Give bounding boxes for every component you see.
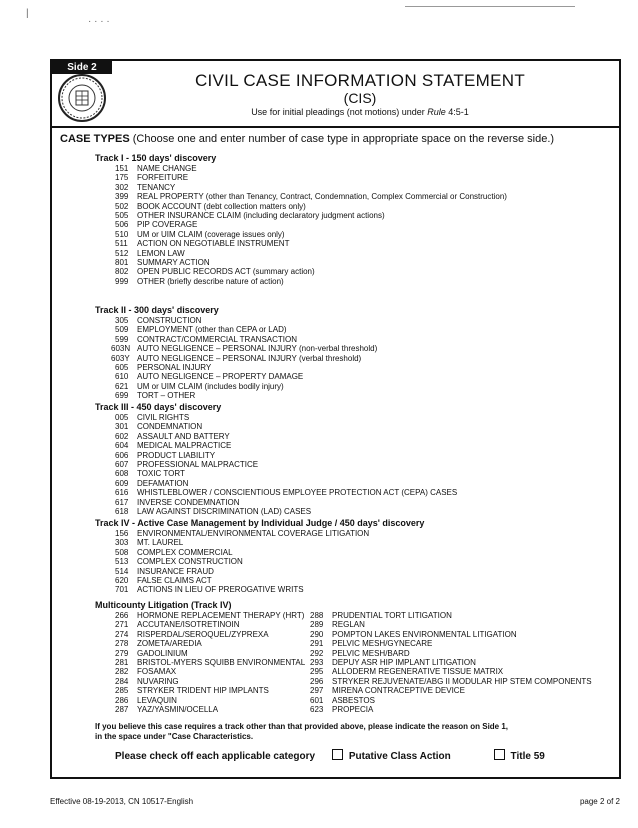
case-type-item xyxy=(115,249,507,258)
case-type-description: PROPECIA xyxy=(332,705,374,715)
case-type-description: ENVIRONMENTAL/ENVIRONMENTAL COVERAGE LITIGATION xyxy=(137,529,370,538)
case-type-description: ASSAULT AND BATTERY xyxy=(137,431,230,441)
multicounty-item xyxy=(115,696,305,705)
case-type-item xyxy=(115,469,457,478)
case-type-item xyxy=(115,557,369,566)
case-type-description: MIRENA CONTRACEPTIVE DEVICE xyxy=(332,686,465,696)
case-type-code: 601 xyxy=(310,695,324,705)
putative-class-checkbox[interactable] xyxy=(332,749,343,760)
case-type-code: 603N xyxy=(111,344,131,354)
case-type-description: ASBESTOS xyxy=(332,695,375,705)
case-type-description: PERSONAL INJURY xyxy=(137,363,212,373)
case-type-description: LAW AGAINST DISCRIMINATION (LAD) CASES xyxy=(137,507,312,517)
multicounty-item xyxy=(115,639,305,648)
case-type-description: TORT – OTHER xyxy=(137,391,196,401)
case-type-item xyxy=(115,507,457,516)
case-type-description: STRYKER REJUVENATE/ABG II MODULAR HIP STEM COMPONENTS xyxy=(332,676,592,686)
case-type-description: INSURANCE FRAUD xyxy=(137,566,214,576)
case-type-item xyxy=(115,258,507,267)
multicounty-item xyxy=(310,620,592,629)
scan-mark: · · · · xyxy=(88,16,110,27)
title-59-checkbox[interactable] xyxy=(494,749,505,760)
case-type-code: 607 xyxy=(115,460,129,470)
multicounty-item xyxy=(115,630,305,639)
scan-mark: | xyxy=(26,8,29,19)
case-type-description: UM or UIM CLAIM (includes bodily injury) xyxy=(137,381,284,391)
case-type-code: 282 xyxy=(115,667,129,677)
case-type-description: PELVIC MESH/GYNECARE xyxy=(332,639,433,649)
multicounty-item xyxy=(115,620,305,629)
case-type-item xyxy=(115,422,457,431)
case-type-item xyxy=(115,239,507,248)
case-type-code: 514 xyxy=(115,566,129,576)
case-type-description: ACCUTANE/ISOTRETINOIN xyxy=(137,620,240,630)
case-type-code: 604 xyxy=(115,441,129,451)
case-type-code: 802 xyxy=(115,267,129,277)
multicounty-item xyxy=(115,705,305,714)
reason-note: If you believe this case requires a track other than that provided above, please indicate the reason on Side 1, in the space under "Case Characteristics. xyxy=(95,722,509,741)
case-type-code: 175 xyxy=(115,173,129,183)
case-type-code: 296 xyxy=(310,676,324,686)
case-type-description: PIP COVERAGE xyxy=(137,220,198,230)
side-tab: Side 2 xyxy=(52,61,112,74)
case-type-code: 513 xyxy=(115,557,129,567)
case-type-item xyxy=(115,335,377,344)
case-type-code: 512 xyxy=(115,248,129,258)
case-type-item xyxy=(115,498,457,507)
case-type-description: OTHER (briefly describe nature of action) xyxy=(137,276,284,286)
case-type-item xyxy=(115,548,369,557)
case-type-item xyxy=(115,529,369,538)
scan-line xyxy=(405,6,575,7)
case-type-description: ALLODERM REGENERATIVE TISSUE MATRIX xyxy=(332,667,504,677)
case-type-code: 508 xyxy=(115,547,129,557)
case-type-description: AUTO NEGLIGENCE – PERSONAL INJURY (verbal threshold) xyxy=(137,353,362,363)
case-type-item xyxy=(115,413,457,422)
case-type-item xyxy=(115,488,457,497)
case-type-description: CONSTRUCTION xyxy=(137,316,202,325)
checkoff-row xyxy=(115,749,545,762)
case-type-code: 623 xyxy=(310,705,324,715)
checkoff-label: Please check off each applicable category xyxy=(115,751,316,762)
multicounty-item xyxy=(310,630,592,639)
case-type-description: PRUDENTIAL TORT LITIGATION xyxy=(332,611,452,620)
case-type-item xyxy=(115,164,507,173)
case-type-item xyxy=(115,576,369,585)
divider xyxy=(52,126,619,128)
case-type-code: 287 xyxy=(115,705,129,715)
case-type-item xyxy=(111,344,378,354)
multicounty-left-list xyxy=(115,611,305,714)
case-type-code: 271 xyxy=(115,620,129,630)
case-type-code: 608 xyxy=(115,469,129,479)
case-type-item xyxy=(115,267,507,276)
multicounty-item xyxy=(115,667,305,676)
track-item-list xyxy=(115,413,457,516)
case-type-description: GADOLINIUM xyxy=(137,648,188,658)
case-type-description: LEMON LAW xyxy=(137,248,185,258)
case-type-code: 274 xyxy=(115,629,129,639)
case-type-item xyxy=(115,316,377,325)
case-type-item xyxy=(111,353,377,363)
case-type-description: RISPERDAL/SEROQUEL/ZYPREXA xyxy=(137,629,269,639)
case-type-code: 303 xyxy=(115,538,129,548)
multicounty-item xyxy=(115,611,305,620)
case-type-code: 510 xyxy=(115,229,129,239)
court-seal-icon xyxy=(58,74,106,122)
multicounty-item xyxy=(310,658,592,667)
case-type-description: ZOMETA/AREDIA xyxy=(137,639,202,649)
case-type-code: 620 xyxy=(115,576,129,586)
case-type-description: CONTRACT/COMMERCIAL TRANSACTION xyxy=(137,334,298,344)
case-type-code: 302 xyxy=(115,182,129,192)
case-types-heading: CASE TYPES (Choose one and enter number of case type in appropriate space on the reverse side.) xyxy=(60,133,555,145)
case-type-description: REAL PROPERTY (other than Tenancy, Contract, Condemnation, Complex Commercial or Construction) xyxy=(137,192,507,202)
case-type-description: BRISTOL-MYERS SQUIBB ENVIRONMENTAL xyxy=(137,658,306,668)
case-type-code: 699 xyxy=(115,391,129,401)
case-type-code: 506 xyxy=(115,220,129,230)
case-type-description: PELVIC MESH/BARD xyxy=(332,648,410,658)
case-type-code: 602 xyxy=(115,431,129,441)
case-type-code: 284 xyxy=(115,676,129,686)
case-type-description: OPEN PUBLIC RECORDS ACT (summary action) xyxy=(137,267,315,277)
case-type-description: WHISTLEBLOWER / CONSCIENTIOUS EMPLOYEE PROTECTION ACT (CEPA) CASES xyxy=(137,488,458,498)
case-type-description: MEDICAL MALPRACTICE xyxy=(137,441,232,451)
case-type-description: DEFAMATION xyxy=(137,478,189,488)
multicounty-heading: Multicounty Litigation (Track IV) xyxy=(95,600,232,610)
case-type-item xyxy=(115,325,377,334)
case-type-description: YAZ/YASMIN/OCELLA xyxy=(137,705,219,715)
case-type-code: 502 xyxy=(115,201,129,211)
case-type-code: 301 xyxy=(115,422,129,432)
case-type-code: 297 xyxy=(310,686,324,696)
case-type-code: 266 xyxy=(115,611,129,620)
case-type-item xyxy=(115,479,457,488)
case-type-item xyxy=(115,372,377,381)
case-type-code: 618 xyxy=(115,507,129,517)
case-type-item xyxy=(115,183,507,192)
case-type-description: STRYKER TRIDENT HIP IMPLANTS xyxy=(137,686,269,696)
case-type-code: 509 xyxy=(115,325,129,335)
case-type-description: COMPLEX CONSTRUCTION xyxy=(137,557,243,567)
multicounty-item xyxy=(115,686,305,695)
multicounty-right-list xyxy=(310,611,592,714)
multicounty-item xyxy=(115,649,305,658)
multicounty-item xyxy=(115,658,305,667)
case-type-description: COMPLEX COMMERCIAL xyxy=(137,547,233,557)
case-type-code: 603Y xyxy=(111,353,130,363)
case-type-description: FORFEITURE xyxy=(137,173,189,183)
case-type-code: 511 xyxy=(115,239,128,249)
form-note: Use for initial pleadings (not motions) under Rule 4:5-1 xyxy=(251,107,469,117)
case-type-code: 610 xyxy=(115,372,129,382)
case-type-description: CIVIL RIGHTS xyxy=(137,413,190,422)
case-type-description: PRODUCT LIABILITY xyxy=(137,450,216,460)
track-heading: Track I - 150 days' discovery xyxy=(95,153,217,163)
case-type-item xyxy=(115,432,457,441)
form-title: CIVIL CASE INFORMATION STATEMENT xyxy=(194,71,526,90)
case-type-description: PROFESSIONAL MALPRACTICE xyxy=(137,460,259,470)
multicounty-item xyxy=(310,705,592,714)
case-type-code: 151 xyxy=(115,164,129,173)
case-type-code: 290 xyxy=(310,629,324,639)
track-item-list xyxy=(115,164,507,286)
case-type-code: 617 xyxy=(115,497,129,507)
case-type-code: 288 xyxy=(310,611,324,620)
case-type-code: 279 xyxy=(115,648,129,658)
case-type-description: FOSAMAX xyxy=(137,667,177,677)
case-type-code: 293 xyxy=(310,658,324,668)
case-type-item xyxy=(115,220,507,229)
case-type-description: POMPTON LAKES ENVIRONMENTAL LITIGATION xyxy=(332,629,517,639)
case-type-item xyxy=(115,460,457,469)
multicounty-item xyxy=(310,639,592,648)
multicounty-item xyxy=(310,649,592,658)
case-type-item xyxy=(115,277,507,286)
case-type-code: 701 xyxy=(115,585,129,595)
case-type-description: EMPLOYMENT (other than CEPA or LAD) xyxy=(137,325,287,335)
putative-class-label: Putative Class Action xyxy=(348,751,451,762)
case-type-code: 305 xyxy=(115,316,129,325)
case-type-description: MT. LAUREL xyxy=(137,538,184,548)
case-type-description: AUTO NEGLIGENCE – PERSONAL INJURY (non-verbal threshold) xyxy=(137,344,378,354)
case-type-item xyxy=(115,538,369,547)
case-type-description: FALSE CLAIMS ACT xyxy=(137,576,212,586)
case-type-description: LEVAQUIN xyxy=(137,695,177,705)
case-type-code: 285 xyxy=(115,686,129,696)
case-type-code: 505 xyxy=(115,211,129,221)
case-type-code: 291 xyxy=(310,639,324,649)
case-type-description: ACTION ON NEGOTIABLE INSTRUMENT xyxy=(137,239,290,249)
case-type-description: NUVARING xyxy=(137,676,179,686)
case-type-description: TENANCY xyxy=(137,182,176,192)
multicounty-item xyxy=(310,677,592,686)
track-item-list xyxy=(111,316,378,401)
track-heading: Track III - 450 days' discovery xyxy=(95,402,222,412)
case-type-item xyxy=(115,567,369,576)
track-item-list xyxy=(115,529,369,595)
case-type-description: INVERSE CONDEMNATION xyxy=(137,497,240,507)
case-type-description: AUTO NEGLIGENCE – PROPERTY DAMAGE xyxy=(137,372,304,382)
case-type-item xyxy=(115,441,457,450)
case-type-description: BOOK ACCOUNT (debt collection matters only) xyxy=(137,201,306,211)
title-59-label: Title 59 xyxy=(510,751,545,762)
case-type-code: 289 xyxy=(310,620,324,630)
case-type-code: 295 xyxy=(310,667,324,677)
case-type-item xyxy=(115,585,369,594)
case-type-item xyxy=(115,451,457,460)
case-type-description: ACTIONS IN LIEU OF PREROGATIVE WRITS xyxy=(137,585,304,595)
case-type-code: 999 xyxy=(115,276,129,286)
case-type-code: 156 xyxy=(115,529,129,538)
case-type-item xyxy=(115,192,507,201)
case-type-description: UM or UIM CLAIM (coverage issues only) xyxy=(137,229,285,239)
case-type-description: OTHER INSURANCE CLAIM (including declaratory judgment actions) xyxy=(137,211,385,221)
case-type-description: REGLAN xyxy=(332,620,365,630)
case-type-code: 292 xyxy=(310,648,324,658)
multicounty-item xyxy=(310,686,592,695)
form-subtitle: (CIS) xyxy=(343,90,377,106)
case-type-code: 606 xyxy=(115,450,129,460)
multicounty-item xyxy=(310,611,592,620)
case-type-code: 616 xyxy=(115,488,129,498)
case-type-code: 005 xyxy=(115,413,129,422)
case-type-description: CONDEMNATION xyxy=(137,422,203,432)
footer-effective: Effective 08-19-2013, CN 10517-English xyxy=(50,797,194,806)
case-type-item xyxy=(115,173,507,182)
multicounty-item xyxy=(115,677,305,686)
case-type-code: 605 xyxy=(115,363,129,373)
case-type-description: DEPUY ASR HIP IMPLANT LITIGATION xyxy=(332,658,476,668)
case-type-description: SUMMARY ACTION xyxy=(137,258,210,268)
case-type-code: 609 xyxy=(115,478,129,488)
case-type-item xyxy=(115,391,377,400)
case-type-code: 286 xyxy=(115,695,129,705)
case-type-item xyxy=(115,211,507,220)
case-type-item xyxy=(115,382,377,391)
multicounty-item xyxy=(310,696,592,705)
case-type-code: 399 xyxy=(115,192,129,202)
case-type-item xyxy=(115,202,507,211)
track-heading: Track II - 300 days' discovery xyxy=(95,305,219,315)
case-type-code: 801 xyxy=(115,258,129,268)
case-type-code: 278 xyxy=(115,639,129,649)
case-type-description: NAME CHANGE xyxy=(137,164,197,173)
case-type-code: 621 xyxy=(115,381,129,391)
case-type-code: 281 xyxy=(115,658,129,668)
track-heading: Track IV - Active Case Management by Individual Judge / 450 days' discovery xyxy=(95,518,425,528)
case-type-code: 599 xyxy=(115,334,129,344)
case-type-description: HORMONE REPLACEMENT THERAPY (HRT) xyxy=(137,611,305,620)
footer-page: page 2 of 2 xyxy=(579,797,620,806)
multicounty-item xyxy=(310,667,592,676)
case-type-item xyxy=(115,363,377,372)
case-type-item xyxy=(115,230,507,239)
case-type-description: TOXIC TORT xyxy=(137,469,185,479)
